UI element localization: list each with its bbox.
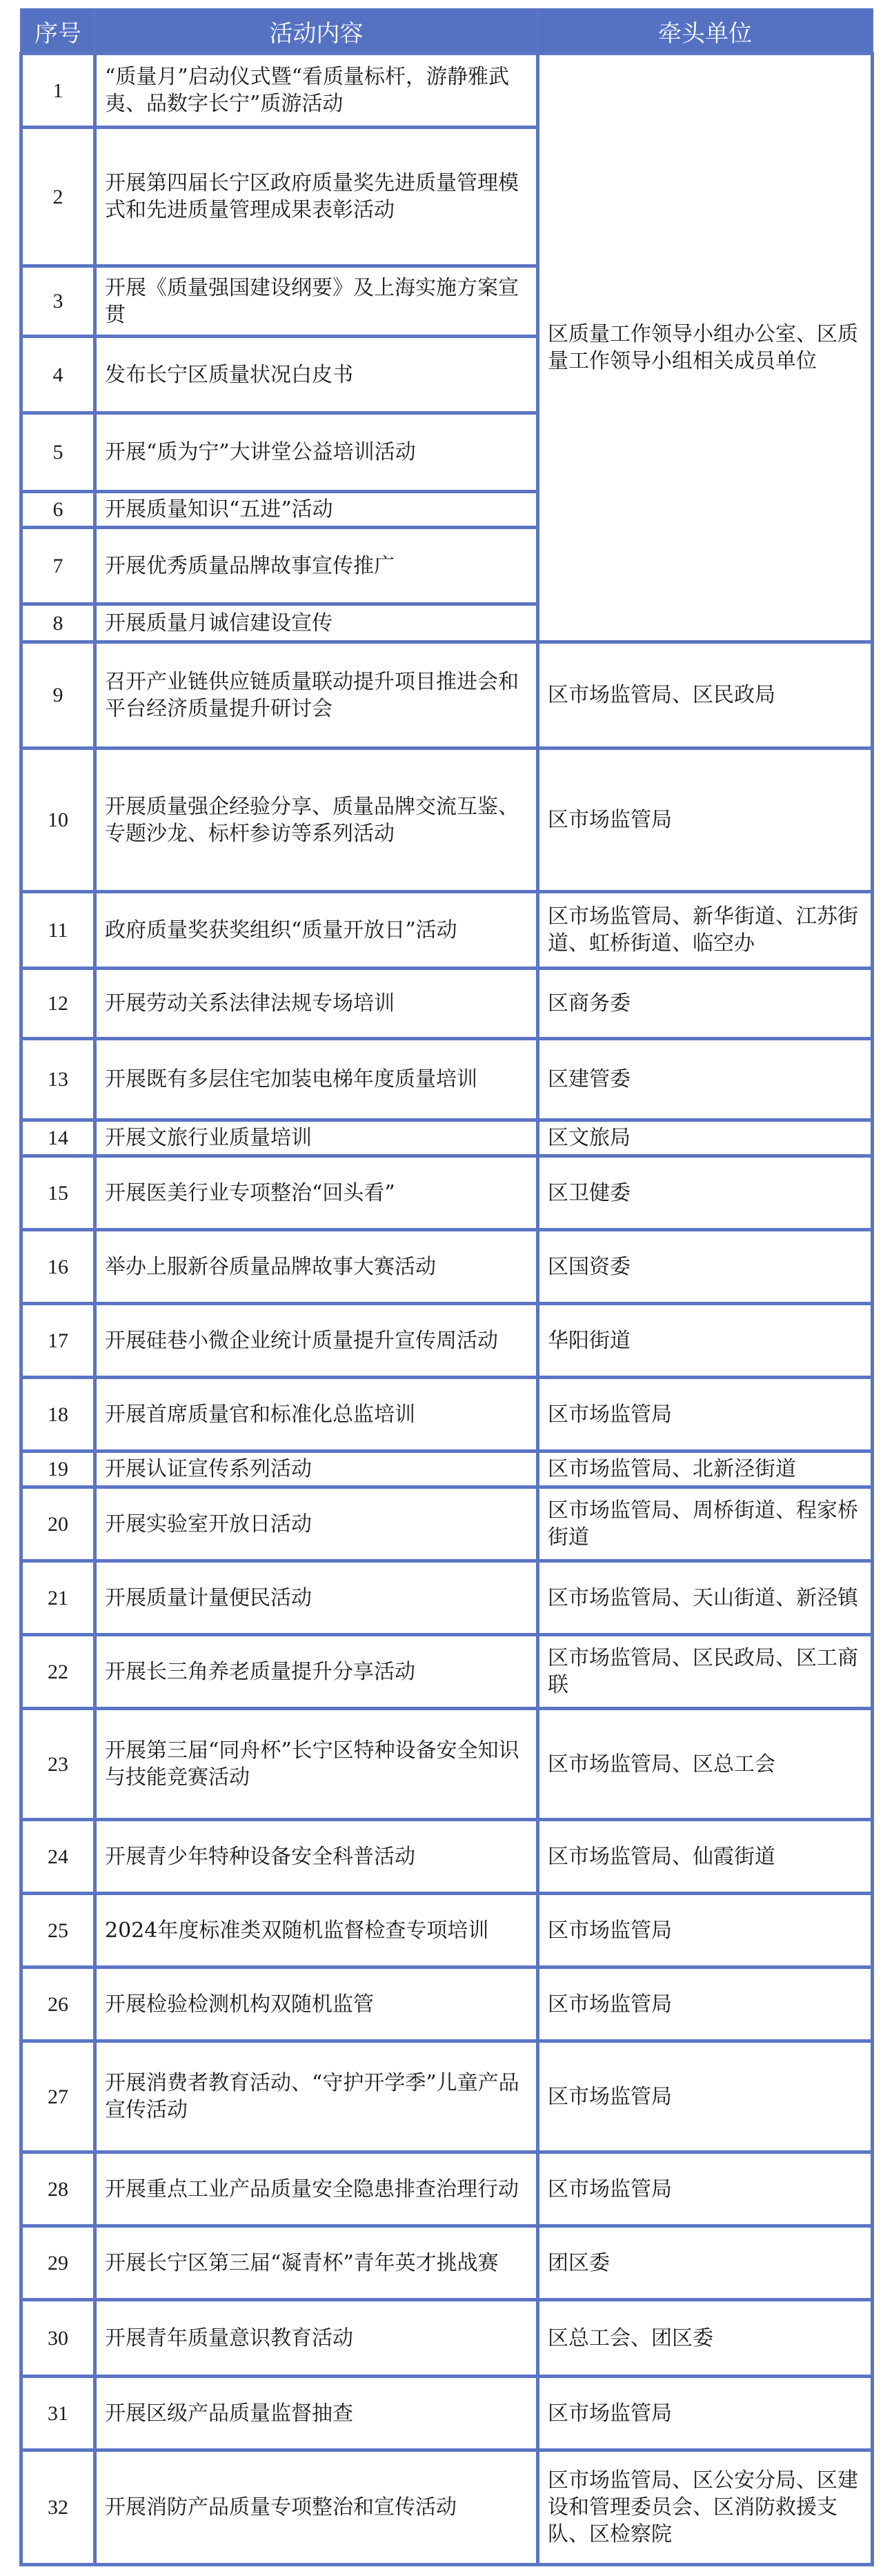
row-index: 18 — [21, 1378, 95, 1452]
row-activity: 开展实验室开放日活动 — [95, 1487, 538, 1561]
table-row — [21, 2226, 873, 2300]
row-activity: 开展质量计量便民活动 — [95, 1561, 538, 1635]
row-index: 4 — [21, 337, 95, 413]
row-activity: 开展质量知识“五进”活动 — [95, 492, 538, 528]
table-body — [21, 54, 873, 2565]
table-row — [21, 1561, 873, 1635]
row-lead-unit: 区市场监管局、新华街道、江苏街道、虹桥街道、临空办 — [538, 892, 873, 969]
row-activity: 发布长宁区质量状况白皮书 — [95, 337, 538, 413]
row-index: 7 — [21, 528, 95, 604]
row-index: 13 — [21, 1039, 95, 1120]
row-activity: 开展质量强企经验分享、质量品牌交流互鉴、专题沙龙、标杆参访等系列活动 — [95, 749, 538, 892]
row-lead-unit: 区市场监管局、区民政局 — [538, 642, 873, 749]
row-index: 23 — [21, 1709, 95, 1820]
table-row — [21, 1156, 873, 1230]
row-activity: 开展第三届“同舟杯”长宁区特种设备安全知识与技能竞赛活动 — [95, 1709, 538, 1820]
row-activity: 开展区级产品质量监督抽查 — [95, 2377, 538, 2450]
row-lead-unit: 区市场监管局 — [538, 2041, 873, 2152]
row-lead-unit: 区市场监管局、区民政局、区工商联 — [538, 1635, 873, 1709]
row-lead-unit: 区市场监管局、周桥街道、程家桥街道 — [538, 1487, 873, 1561]
table-header — [21, 10, 873, 54]
row-index: 28 — [21, 2152, 95, 2226]
row-lead-unit: 区市场监管局 — [538, 1378, 873, 1452]
row-index: 8 — [21, 604, 95, 642]
row-activity: 开展长三角养老质量提升分享活动 — [95, 1635, 538, 1709]
row-activity: 开展硅巷小微企业统计质量提升宣传周活动 — [95, 1304, 538, 1378]
row-activity: “质量月”启动仪式暨“看质量标杆，游静雅武夷、品数字长宁”质游活动 — [95, 54, 538, 128]
row-index: 32 — [21, 2450, 95, 2565]
row-activity: 举办上服新谷质量品牌故事大赛活动 — [95, 1230, 538, 1304]
header-lead-unit: 牵头单位 — [538, 10, 873, 54]
row-activity: 开展医美行业专项整治“回头看” — [95, 1156, 538, 1230]
row-activity: 开展质量月诚信建设宣传 — [95, 604, 538, 642]
table-row — [21, 2377, 873, 2450]
table-row — [21, 1039, 873, 1120]
row-activity: 开展《质量强国建设纲要》及上海实施方案宣贯 — [95, 266, 538, 337]
row-index: 31 — [21, 2377, 95, 2450]
table-row — [21, 1968, 873, 2041]
row-activity: 开展消防产品质量专项整治和宣传活动 — [95, 2450, 538, 2565]
row-activity: 开展优秀质量品牌故事宣传推广 — [95, 528, 538, 604]
table-row — [21, 1487, 873, 1561]
row-lead-unit: 团区委 — [538, 2226, 873, 2300]
row-index: 1 — [21, 54, 95, 128]
row-index: 14 — [21, 1120, 95, 1156]
row-lead-unit: 区市场监管局、区总工会 — [538, 1709, 873, 1820]
row-index: 11 — [21, 892, 95, 969]
table-row — [21, 1894, 873, 1968]
activity-table — [19, 8, 874, 2566]
row-activity: 召开产业链供应链质量联动提升项目推进会和平台经济质量提升研讨会 — [95, 642, 538, 749]
row-lead-unit: 区文旅局 — [538, 1120, 873, 1156]
row-index: 21 — [21, 1561, 95, 1635]
row-index: 2 — [21, 128, 95, 266]
table-row — [21, 1635, 873, 1709]
row-activity: 开展“质为宁”大讲堂公益培训活动 — [95, 413, 538, 492]
table-row — [21, 1452, 873, 1487]
row-activity: 开展重点工业产品质量安全隐患排查治理行动 — [95, 2152, 538, 2226]
row-lead-unit: 区商务委 — [538, 969, 873, 1039]
table-row — [21, 1230, 873, 1304]
table-row — [21, 1120, 873, 1156]
row-activity: 开展消费者教育活动、“守护开学季”儿童产品宣传活动 — [95, 2041, 538, 2152]
row-index: 15 — [21, 1156, 95, 1230]
row-lead-unit: 区市场监管局、天山街道、新泾镇 — [538, 1561, 873, 1635]
table-row — [21, 1709, 873, 1820]
row-lead-unit: 区市场监管局 — [538, 749, 873, 892]
row-index: 26 — [21, 1968, 95, 2041]
row-index: 19 — [21, 1452, 95, 1487]
row-lead-unit: 区市场监管局、北新泾街道 — [538, 1452, 873, 1487]
row-index: 25 — [21, 1894, 95, 1968]
row-lead-unit: 华阳街道 — [538, 1304, 873, 1378]
table-row — [21, 2300, 873, 2377]
table-row — [21, 2041, 873, 2152]
table-row — [21, 642, 873, 749]
row-activity: 2024年度标准类双随机监督检查专项培训 — [95, 1894, 538, 1968]
table-row — [21, 2152, 873, 2226]
table-row — [21, 1378, 873, 1452]
row-index: 6 — [21, 492, 95, 528]
row-index: 22 — [21, 1635, 95, 1709]
table-row — [21, 1304, 873, 1378]
table-row — [21, 2450, 873, 2565]
row-activity: 开展检验检测机构双随机监管 — [95, 1968, 538, 2041]
row-activity: 开展青年质量意识教育活动 — [95, 2300, 538, 2377]
row-lead-unit: 区建管委 — [538, 1039, 873, 1120]
row-lead-unit: 区市场监管局 — [538, 1894, 873, 1968]
table-row — [21, 1820, 873, 1894]
row-index: 9 — [21, 642, 95, 749]
row-index: 16 — [21, 1230, 95, 1304]
row-lead-unit: 区卫健委 — [538, 1156, 873, 1230]
row-index: 10 — [21, 749, 95, 892]
row-lead-unit: 区国资委 — [538, 1230, 873, 1304]
table-row — [21, 892, 873, 969]
row-index: 27 — [21, 2041, 95, 2152]
row-activity: 开展既有多层住宅加装电梯年度质量培训 — [95, 1039, 538, 1120]
row-activity: 开展第四届长宁区政府质量奖先进质量管理模式和先进质量管理成果表彰活动 — [95, 128, 538, 266]
row-activity: 开展文旅行业质量培训 — [95, 1120, 538, 1156]
header-activity: 活动内容 — [95, 10, 538, 54]
row-index: 17 — [21, 1304, 95, 1378]
row-lead-unit: 区市场监管局 — [538, 2377, 873, 2450]
row-lead-unit: 区市场监管局、区公安分局、区建设和管理委员会、区消防救援支队、区检察院 — [538, 2450, 873, 2565]
row-activity: 开展长宁区第三届“凝青杯”青年英才挑战赛 — [95, 2226, 538, 2300]
row-activity: 开展首席质量官和标准化总监培训 — [95, 1378, 538, 1452]
row-lead-unit-merged: 区质量工作领导小组办公室、区质量工作领导小组相关成员单位 — [538, 54, 873, 642]
row-activity: 开展青少年特种设备安全科普活动 — [95, 1820, 538, 1894]
table-row — [21, 969, 873, 1039]
table-row — [21, 749, 873, 892]
row-activity: 政府质量奖获奖组织“质量开放日”活动 — [95, 892, 538, 969]
row-index: 12 — [21, 969, 95, 1039]
row-index: 30 — [21, 2300, 95, 2377]
row-index: 24 — [21, 1820, 95, 1894]
row-index: 3 — [21, 266, 95, 337]
row-activity: 开展认证宣传系列活动 — [95, 1452, 538, 1487]
row-lead-unit: 区市场监管局 — [538, 2152, 873, 2226]
row-index: 20 — [21, 1487, 95, 1561]
table-row — [21, 54, 873, 128]
header-index: 序号 — [21, 10, 95, 54]
row-lead-unit: 区总工会、团区委 — [538, 2300, 873, 2377]
row-lead-unit: 区市场监管局 — [538, 1968, 873, 2041]
row-index: 29 — [21, 2226, 95, 2300]
row-lead-unit: 区市场监管局、仙霞街道 — [538, 1820, 873, 1894]
row-index: 5 — [21, 413, 95, 492]
row-activity: 开展劳动关系法律法规专场培训 — [95, 969, 538, 1039]
